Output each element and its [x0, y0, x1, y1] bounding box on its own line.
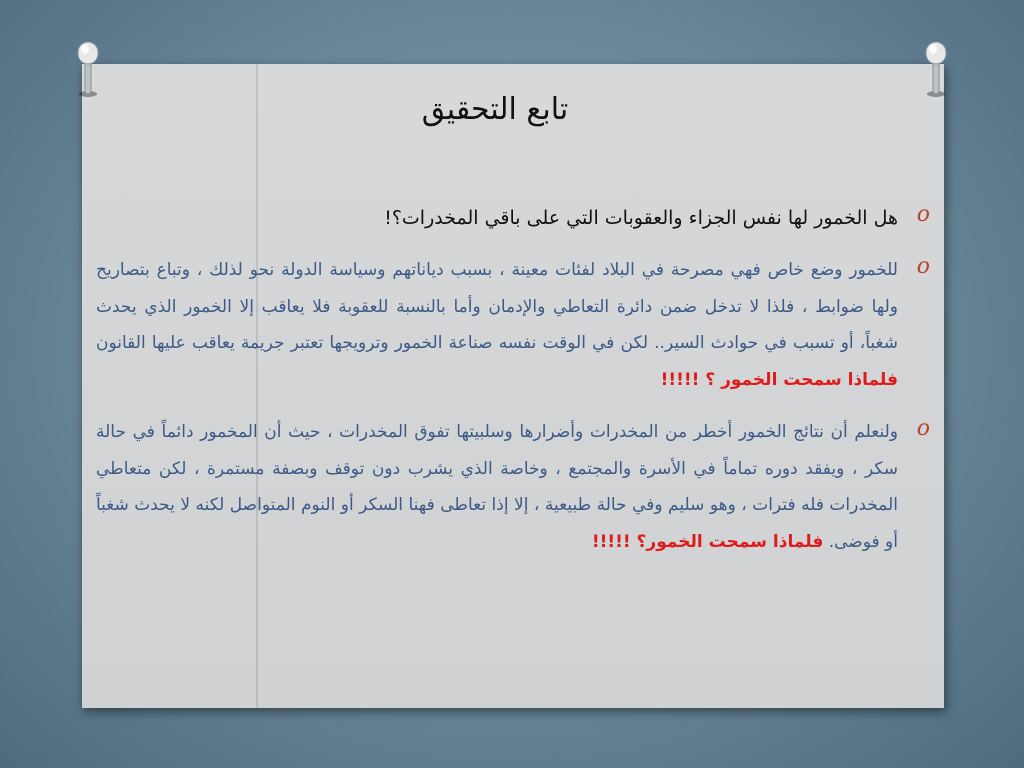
paragraph-body: للخمور وضع خاص فهي مصرحة في البلاد لفئات معينة ، بسبب دياناتهم وسياسة الدولة نحو لذلك ، وتباع بتصاريح ولها ضوابط ، فلذا لا تدخل ضمن دائرة التعاطي والإدمان وأما بالنسبة للعقوبة فلا يعاقب إلا الخمور الذي يحدث شغباً، أو تسبب في حوادث السير.. لكن في الوقت نفسه صناعة الخمور وترويجها تعتبر جريمة يعاقب عليها القانون [96, 260, 898, 353]
list-item [96, 252, 934, 398]
highlight-question: فلماذا سمحت الخمور ؟ !!!!! [660, 369, 898, 390]
pushpin-icon [918, 40, 954, 100]
pushpin-icon [70, 40, 106, 100]
bullet-marker: o [916, 254, 930, 279]
question-text: هل الخمور لها نفس الجزاء والعقوبات التي على باقي المخدرات؟! [384, 207, 898, 229]
highlight-question: فلماذا سمحت الخمور؟ !!!!! [591, 531, 824, 552]
bullet-marker: o [916, 416, 930, 441]
list-item [96, 414, 934, 560]
paragraph-text [96, 252, 898, 398]
paragraph-text [96, 414, 898, 560]
bullet-marker: o [916, 202, 930, 227]
slide-title: تابع التحقيق [421, 92, 569, 127]
paragraph-body: ولنعلم أن نتائج الخمور أخطر من المخدرات وأضرارها وسلبيتها تفوق المخدرات ، حيث أن المخمور دائماً في حالة سكر ، ويفقد دوره تماماً في الأسرة والمجتمع ، وخاصة الذي يشرب دون توقف وبصفة مستمرة ، لكن متعاطي المخدرات فله فترات ، وهو سليم وفي حالة طبيعية ، إلا إذا تعاطى فهنا السكر أو النوم المتواصل لكنه لا يحدث شغباً أو فوضى. [96, 422, 898, 552]
bullet-list [96, 200, 934, 576]
list-item [96, 200, 934, 236]
